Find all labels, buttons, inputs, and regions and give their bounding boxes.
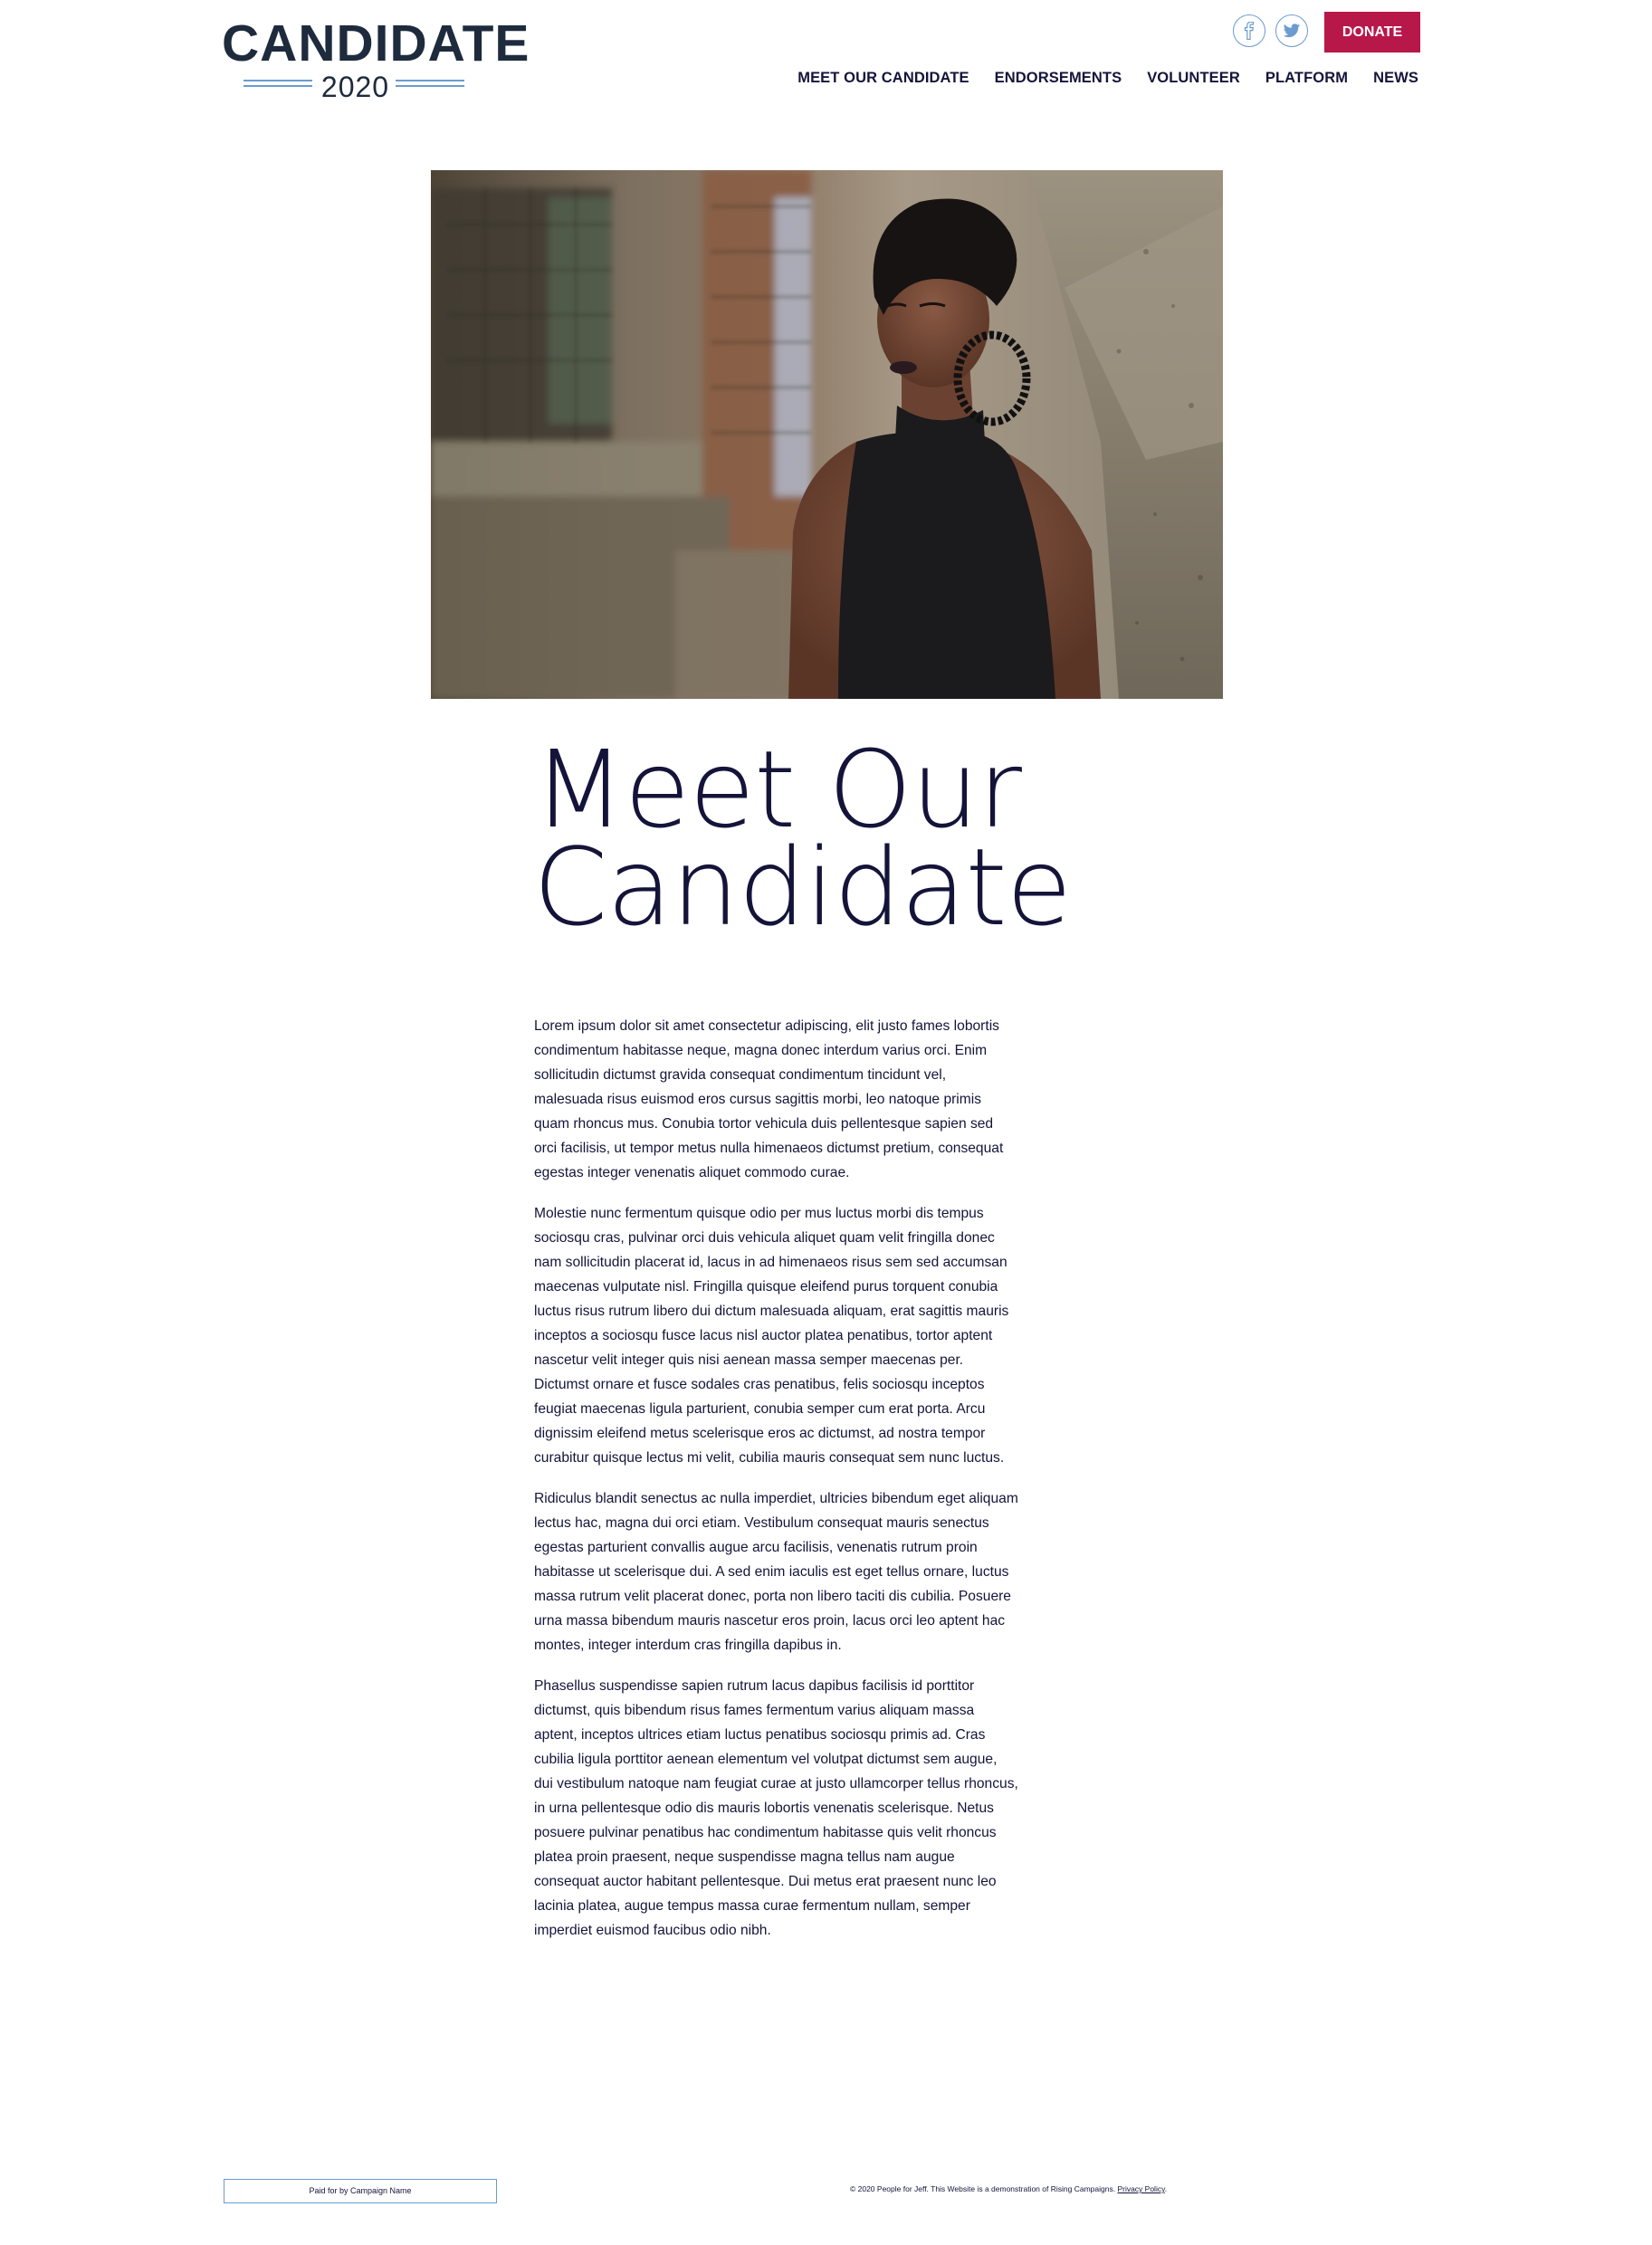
copyright-period: . — [1164, 2184, 1168, 2193]
hero-image — [431, 170, 1223, 699]
bio-paragraph: Phasellus suspendisse sapien rutrum lacus dapibus facilisis id porttitor dictumst, quis bibendum risus fames fermentum varius aliquam massa aptent, inceptos ultrices etiam luctus penatibus sociosqu primis ad. Cras cubilia ligula porttitor aenean elementum vel volutpat dictumst sem augue, dui vestibulum natoque nam feugiat curae at justo ullamcorper tellus rhoncus, in urna pellentesque odio dis mauris lobortis venenatis scelerisque. Netus posuere pulvinar penatibus hac condimentum habitasse quis velit rhoncus platea proin praesent, neque suspendisse magna tellus nam augue consequat auctor habitant pellentesque. Dui metus erat praesent nunc leo lacinia platea, augue tempus massa curae fermentum nullam, semper imperdiet euismod faucibus odio nibh. — [534, 1678, 1018, 1938]
twitter-icon — [1283, 24, 1301, 39]
logo-subtitle: 2020 — [320, 71, 390, 103]
donate-button[interactable]: DONATE — [1324, 12, 1420, 53]
candidate-portrait-image — [431, 170, 1223, 699]
logo-rule-right — [396, 80, 464, 87]
bio-paragraph: Molestie nunc fermentum quisque odio per mus luctus morbi dis tempus sociosqu cras, pulvinar orci duis vehicula aliquet quam velit fringilla donec nam sollicitudin placerat id, lacus in ad himenaeos risus sem sed accumsan maecenas vulputate nisl. Fringilla quisque eleifend purus torquent conubia luctus risus rutrum libero dui dictum malesuada aliquam, erat sagittis mauris inceptos a sociosqu fusce lacus nisl auctor platea penatibus, tortor aptent nascetur velit integer quis nisi aenean massa semper maecenas per. Dictumst ornare et fusce sodales cras penatibus, felis sociosqu inceptos feugiat maecenas ligula parturient, conubia semper cum erat porta. Arcu dignissim eleifend metus scelerisque eros ac dictumst, ad nostra tempor curabitur quisque lectus mi velit, cubilia mauris consequat sem nunc luctus. — [534, 1206, 1009, 1466]
privacy-policy-link[interactable]: Privacy Policy — [1117, 2184, 1165, 2193]
nav-item-meet-our-candidate[interactable]: MEET OUR CANDIDATE — [797, 70, 969, 86]
facebook-icon — [1242, 22, 1256, 40]
nav-item-platform[interactable]: PLATFORM — [1265, 70, 1349, 86]
page-title — [533, 727, 1167, 950]
paid-for-disclaimer: Paid for by Campaign Name — [224, 2179, 497, 2203]
logo-title: CANDIDATE — [222, 14, 530, 72]
bio-paragraph: Lorem ipsum dolor sit amet consectetur adipiscing, elit justo fames lobortis condimentum habitasse neque, magna donec interdum varius orci. Enim sollicitudin dictumst gravida consequat condimentum tincidunt vel, malesuada risus euismod eros cursus sagittis morbi, leo natoque primis quam rhoncus mus. Conubia tortor vehicula duis pellentesque sapien sed orci facilisis, ut tempor metus nulla himenaeos dictumst pretium, consequat egestas integer venenatis aliquet commodo curae. — [534, 1018, 1004, 1180]
bio-paragraph: Ridiculus blandit senectus ac nulla imperdiet, ultricies bibendum eget aliquam lectus hac, magna dui orci etiam. Vestibulum consequat mauris senectus egestas parturient convallis augue arcu facilisis, venenatis rutrum proin habitasse ut scelerisque dui. A sed enim iaculis est eget tellus ornare, luctus massa rutrum velit placerat donec, porta non libero taciti dis cubilia. Posuere urna massa bibendum mauris nascetur eros proin, lacus orci leo aptent hac montes, integer interdum cras fringilla dapibus in. — [534, 1491, 1018, 1653]
nav-item-news[interactable]: NEWS — [1373, 70, 1418, 86]
facebook-button[interactable] — [1233, 14, 1265, 47]
main-nav — [772, 70, 1418, 87]
page-title-line-1: Meet Our — [533, 727, 1021, 852]
copyright-text: © 2020 People for Jeff. This Website is a demonstration of Rising Campaigns. — [850, 2184, 1116, 2193]
nav-item-volunteer[interactable]: VOLUNTEER — [1147, 70, 1240, 86]
bio-content — [534, 1014, 1018, 1959]
site-logo[interactable] — [222, 14, 530, 103]
copyright-notice — [850, 2184, 1167, 2193]
nav-item-endorsements[interactable]: ENDORSEMENTS — [994, 70, 1122, 86]
twitter-button[interactable] — [1275, 14, 1308, 47]
page-title-line-2: Candidate — [533, 825, 1072, 950]
